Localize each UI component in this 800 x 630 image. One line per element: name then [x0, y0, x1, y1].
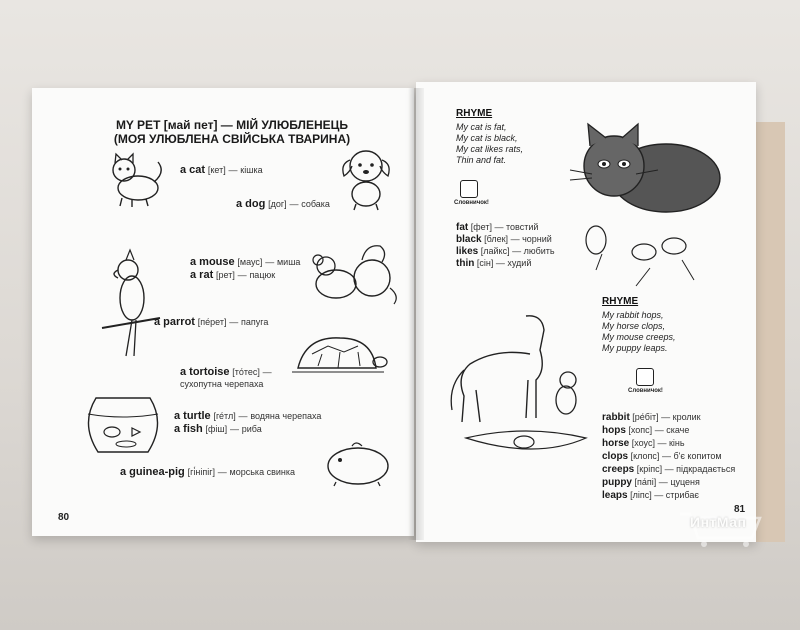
rhyme-title-2: RHYME	[602, 296, 639, 307]
big-cat-illustration	[566, 120, 726, 220]
vocab-translation: підкрадається	[676, 464, 736, 474]
vocab-transcription: [клопс]	[630, 451, 660, 461]
vocab-word: clops	[602, 451, 629, 462]
entry-dog	[236, 198, 330, 210]
entry-word: a fish	[174, 423, 203, 435]
entry-turtle	[174, 410, 321, 422]
entry-word: a parrot	[154, 316, 195, 328]
entry-guinea-pig	[120, 466, 295, 478]
entry-transcription: [пе́рет]	[197, 317, 227, 327]
mouse-rat-illustration	[302, 240, 402, 306]
open-book	[32, 82, 784, 544]
vocab-word: black	[456, 234, 482, 245]
title-line-1: MY PET [май пет] — МІЙ УЛЮБЛЕНЕЦЬ	[115, 118, 349, 132]
vocab-entry	[602, 490, 699, 501]
watermark-logo	[676, 508, 766, 548]
vocab-transcription: [фет]	[470, 222, 492, 232]
rhyme-title-1: RHYME	[456, 108, 493, 119]
entry-transcription: [кет]	[207, 165, 226, 175]
dictionary-label-1: Словничок!	[454, 200, 489, 206]
vocab-entry	[602, 464, 735, 475]
rhyme-line: Thin and fat.	[456, 155, 507, 165]
entry-translation: собака	[301, 199, 330, 209]
tortoise-illustration	[288, 332, 388, 378]
entry-word: a cat	[180, 164, 206, 176]
vocab-entry	[602, 477, 700, 488]
vocab-dash: —	[661, 412, 671, 422]
vocab-word: likes	[456, 246, 479, 257]
entry-word: a dog	[236, 198, 266, 210]
vocab-entry	[602, 412, 701, 423]
rhyme-line: My puppy leaps.	[602, 343, 668, 353]
entry-mouse	[190, 256, 300, 268]
entry-cat	[180, 164, 263, 176]
vocab-transcription: [ліпс]	[630, 490, 652, 500]
page-number-left: 80	[58, 512, 70, 523]
entry-translation: пацюк	[249, 270, 276, 280]
vocab-entry	[456, 258, 531, 269]
vocab-dash: —	[510, 234, 520, 244]
guinea-pig-illustration	[322, 438, 394, 488]
vocab-word: rabbit	[602, 412, 630, 423]
entry-dash: —	[265, 257, 275, 267]
vocab-translation: кролик	[672, 412, 701, 422]
entry-dash: —	[229, 317, 239, 327]
vocab-dash: —	[658, 477, 668, 487]
rhyme-line: My horse clops,	[602, 321, 666, 331]
entry-transcription: [то́тес]	[232, 367, 260, 377]
vocab-entry	[456, 234, 552, 245]
vocab-transcription: [блек]	[484, 234, 509, 244]
entry-word: a turtle	[174, 410, 211, 422]
watermark-text: ИнтМап	[690, 514, 747, 530]
vocab-dash: —	[494, 222, 504, 232]
vocab-translation: любить	[523, 246, 555, 256]
entry-word: a guinea-pig	[120, 466, 185, 478]
rhyme-line: My mouse creeps,	[602, 332, 676, 342]
vocab-word: leaps	[602, 490, 628, 501]
entry-fish	[174, 423, 262, 435]
dictionary-icon	[460, 180, 478, 198]
vocab-dash: —	[661, 451, 671, 461]
dog-illustration	[338, 142, 396, 212]
entry-translation: сухопутна черепаха	[180, 379, 264, 389]
entry-dash: —	[217, 467, 227, 477]
rhyme-line: My rabbit hops,	[602, 310, 664, 320]
vocab-translation: кінь	[668, 438, 685, 448]
entry-translation: папуга	[241, 317, 269, 327]
entry-translation: морська свинка	[229, 467, 295, 477]
entry-dash: —	[262, 367, 272, 377]
vocab-dash: —	[512, 246, 522, 256]
rhyme-line: My cat is fat,	[456, 122, 507, 132]
rhyme-line: My cat is black,	[456, 133, 518, 143]
vocab-word: creeps	[602, 464, 635, 475]
horse-puppy-illustration	[446, 310, 596, 470]
fishbowl-illustration	[82, 388, 164, 460]
vocab-translation: скаче	[666, 425, 690, 435]
vocab-dash: —	[654, 425, 664, 435]
entry-translation: водяна черепаха	[250, 411, 322, 421]
entry-transcription: [ге́тл]	[213, 411, 236, 421]
vocab-translation: чорний	[522, 234, 552, 244]
mice-illustration	[566, 210, 706, 290]
vocab-word: thin	[456, 258, 475, 269]
entry-dash: —	[237, 270, 247, 280]
dictionary-label-2: Словничок!	[628, 388, 663, 394]
vocab-transcription: [па́пі]	[634, 477, 657, 487]
entry-transcription: [гі́ніпіг]	[187, 467, 215, 477]
left-page	[32, 88, 414, 536]
rhyme-1	[456, 122, 523, 166]
vocab-entry	[602, 438, 685, 449]
entry-dash: —	[228, 165, 238, 175]
entry-rat	[190, 269, 275, 281]
vocab-entry	[456, 246, 555, 257]
vocab-translation: цуценя	[670, 477, 700, 487]
vocab-word: hops	[602, 425, 626, 436]
rhyme-line: My cat likes rats,	[456, 144, 524, 154]
vocab-translation: б'є копитом	[673, 451, 722, 461]
entry-translation: миша	[276, 257, 301, 267]
parrot-illustration	[96, 248, 166, 358]
entry-dash: —	[229, 424, 239, 434]
vocab-dash: —	[495, 258, 505, 268]
entry-tortoise	[180, 366, 272, 378]
vocab-transcription: [ре́біт]	[632, 412, 659, 422]
entry-parrot	[154, 316, 268, 328]
cat-illustration	[106, 150, 166, 210]
vocab-transcription: [хоус]	[631, 438, 655, 448]
title-line-2: (МОЯ УЛЮБЛЕНА СВІЙСЬКА ТВАРИНА)	[113, 132, 351, 146]
entry-tortoise-translation	[180, 379, 263, 390]
entry-transcription: [рет]	[216, 270, 235, 280]
entry-transcription: [маус]	[237, 257, 263, 267]
entry-translation: кішка	[240, 165, 263, 175]
right-page	[416, 82, 756, 542]
entry-word: a mouse	[190, 256, 235, 268]
entry-transcription: [дог]	[268, 199, 287, 209]
entry-dash: —	[238, 411, 248, 421]
vocab-transcription: [кріпс]	[636, 464, 663, 474]
vocab-transcription: [сін]	[476, 258, 494, 268]
vocab-dash: —	[664, 464, 674, 474]
vocab-word: fat	[456, 222, 469, 233]
vocab-transcription: [лайкс]	[480, 246, 510, 256]
entry-transcription: [фіш]	[205, 424, 228, 434]
book-spine	[408, 88, 424, 540]
entry-translation: риба	[241, 424, 262, 434]
vocab-translation: худий	[507, 258, 532, 268]
vocab-entry	[456, 222, 538, 233]
page-number-right: 81	[734, 504, 746, 515]
vocab-entry	[602, 451, 722, 462]
vocab-dash: —	[657, 438, 667, 448]
vocab-word: horse	[602, 438, 630, 449]
entry-dash: —	[289, 199, 299, 209]
rhyme-2	[602, 310, 676, 354]
vocab-translation: товстий	[506, 222, 539, 232]
dictionary-icon	[636, 368, 654, 386]
vocab-translation: стрибає	[665, 490, 699, 500]
vocab-dash: —	[654, 490, 664, 500]
vocab-word: puppy	[602, 477, 632, 488]
vocab-entry	[602, 425, 689, 436]
entry-word: a tortoise	[180, 366, 230, 378]
entry-word: a rat	[190, 269, 214, 281]
vocab-transcription: [хопс]	[628, 425, 653, 435]
